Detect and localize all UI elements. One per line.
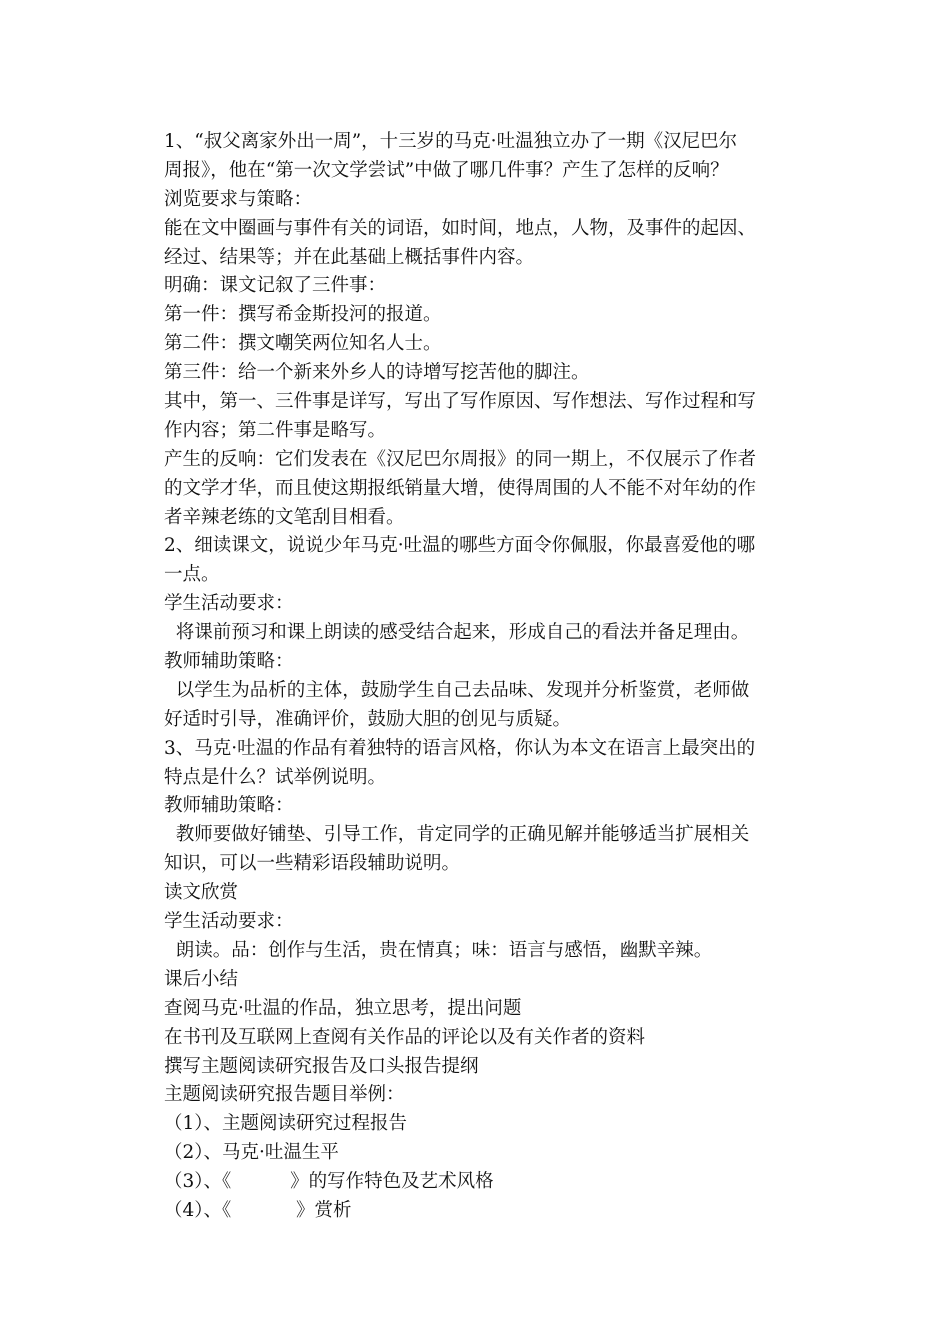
text-line: 者辛辣老练的文笔刮目相看。 (164, 506, 405, 528)
text-line: 1、“叔父离家外出一周”，十三岁的马克·吐温独立办了一期《汉尼巴尔 (164, 131, 738, 152)
section-heading: 浏览要求与策略： (164, 188, 313, 210)
list-item: （3）、《 》的写作特色及艺术风格 (164, 1171, 494, 1193)
text-line: 好适时引导，准确评价，鼓励大胆的创见与质疑。 (164, 708, 572, 730)
section-heading: 教师辅助策略： (164, 651, 294, 673)
text-line: 教师要做好铺垫、引导工作，肯定同学的正确见解并能够适当扩展相关 (164, 824, 750, 846)
text-line: 经过、结果等；并在此基础上概括事件内容。 (164, 246, 535, 268)
text-line: 在书刊及互联网上查阅有关作品的评论以及有关作者的资料 (164, 1026, 646, 1048)
document-body (164, 128, 794, 1226)
section-heading: 学生活动要求： (164, 911, 294, 933)
section-heading: 学生活动要求： (164, 593, 294, 615)
text-line: 第三件：给一个新来外乡人的诗增写挖苦他的脚注。 (164, 362, 590, 384)
text-line: 第二件：撰文嘲笑两位知名人士。 (164, 333, 442, 355)
text-line: 产生的反响：它们发表在《汉尼巴尔周报》的同一期上，不仅展示了作者 (164, 448, 757, 470)
list-item: （2）、马克·吐温生平 (164, 1142, 339, 1164)
text-line: 作内容；第二件事是略写。 (164, 419, 387, 441)
text-line: 的文学才华，而且使这期报纸销量大增，使得周围的人不能不对年幼的作 (164, 477, 757, 499)
text-line: 一点。 (164, 564, 220, 586)
text-line: 将课前预习和课上朗读的感受结合起来，形成自己的看法并备足理由。 (164, 622, 750, 644)
text-line: 能在文中圈画与事件有关的词语，如时间，地点，人物，及事件的起因、 (164, 217, 757, 239)
text-line: 特点是什么？试举例说明。 (164, 766, 387, 788)
list-item: （4）、《 》赏析 (164, 1199, 352, 1221)
text-line: 2、细读课文，说说少年马克·吐温的哪些方面令你佩服，你最喜爱他的哪 (164, 535, 756, 557)
text-line: 知识，可以一些精彩语段辅助说明。 (164, 853, 461, 875)
text-line: 撰写主题阅读研究报告及口头报告提纲 (164, 1055, 479, 1077)
text-line: 周报》，他在“第一次文学尝试”中做了哪几件事？产生了怎样的反响？ (164, 159, 729, 181)
section-heading: 读文欣赏 (164, 882, 239, 904)
text-line: 其中，第一、三件事是详写，写出了写作原因、写作想法、写作过程和写 (164, 391, 757, 413)
text-line: 朗读。品：创作与生活，贵在情真；味：语言与感悟，幽默辛辣。 (164, 939, 713, 961)
text-line: 第一件：撰写希金斯投河的报道。 (164, 304, 442, 326)
section-heading: 教师辅助策略： (164, 795, 294, 817)
text-line: 3、马克·吐温的作品有着独特的语言风格，你认为本文在语言上最突出的 (164, 737, 756, 759)
text-line: 明确：课文记叙了三件事： (164, 275, 387, 297)
text-line: 主题阅读研究报告题目举例： (164, 1084, 405, 1106)
list-item: （1）、主题阅读研究过程报告 (164, 1113, 408, 1135)
text-line: 以学生为品析的主体，鼓励学生自己去品味、发现并分析鉴赏，老师做 (164, 679, 750, 701)
text-line: 查阅马克·吐温的作品，独立思考，提出问题 (164, 997, 522, 1019)
section-heading: 课后小结 (164, 968, 239, 990)
